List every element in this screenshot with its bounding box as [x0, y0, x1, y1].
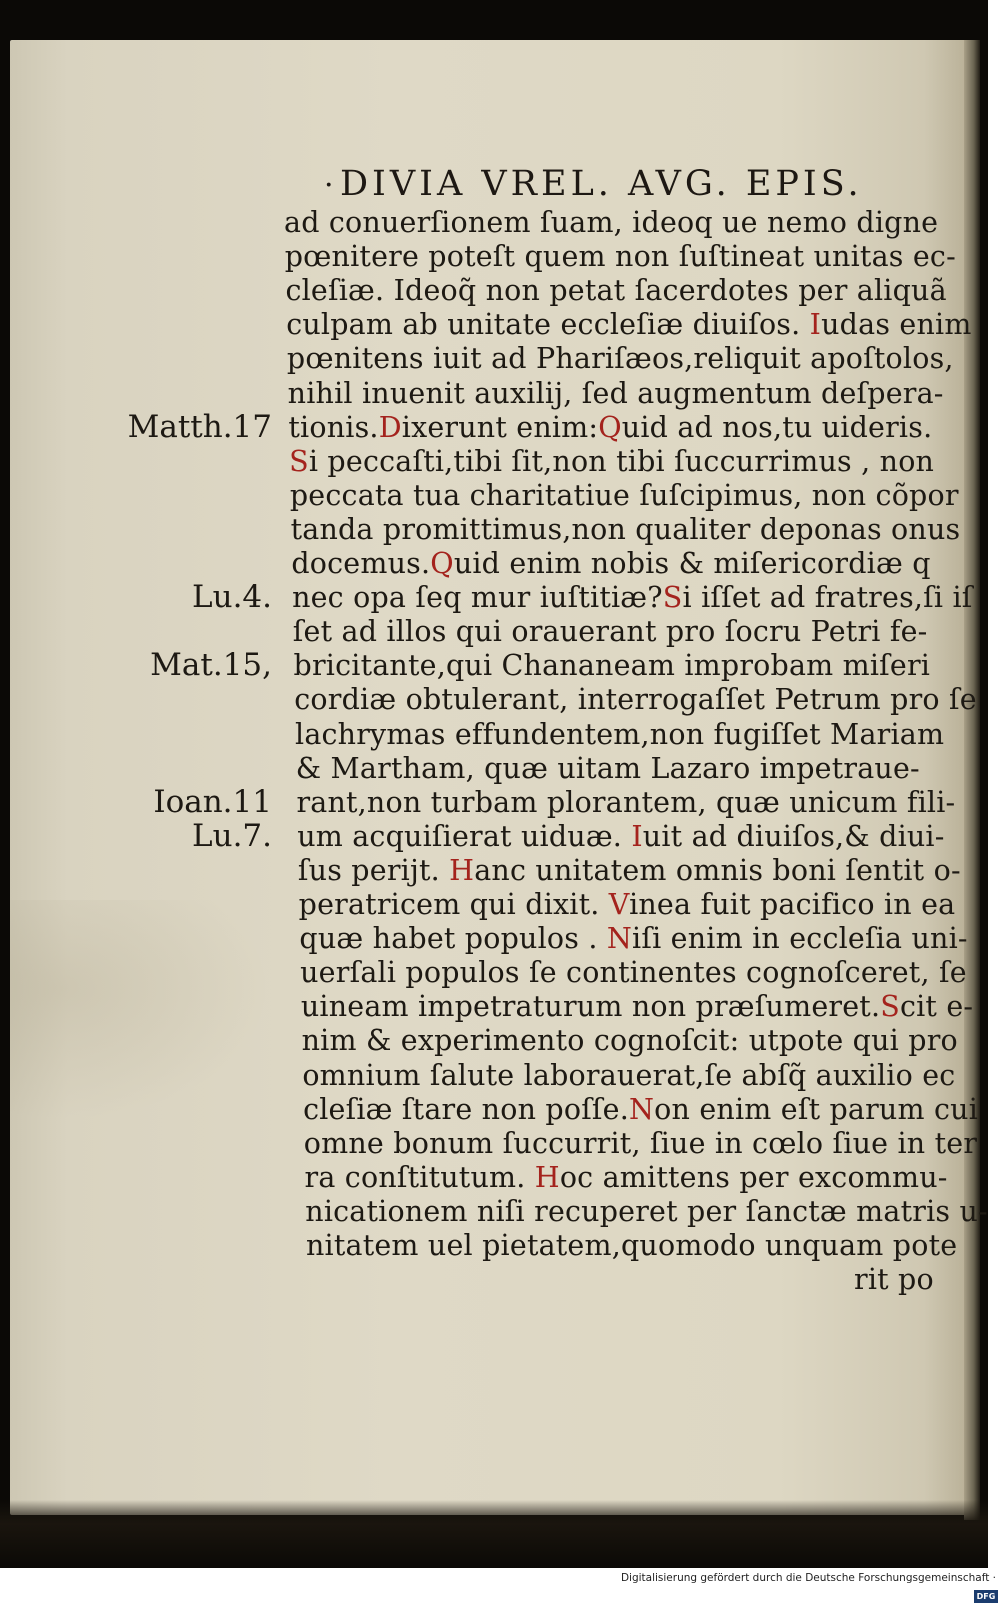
- text-segment: docemus.: [291, 547, 431, 580]
- rubricated-initial: D: [378, 410, 402, 444]
- rubricated-initial: S: [880, 990, 900, 1024]
- rubricated-initial: N: [606, 922, 633, 956]
- text-segment: tanda promittimus,non qualiter deponas onus: [290, 512, 961, 546]
- text-segment: nicationem niſi recuperet per ſanctæ matris u-: [305, 1194, 988, 1228]
- text-line: [287, 342, 954, 376]
- bottom-shadow: [0, 1500, 988, 1568]
- text-segment: um acquiſierat uiduæ.: [297, 819, 632, 853]
- text-line: [296, 752, 920, 786]
- text-line: [289, 445, 934, 479]
- text-segment: pœnitere poteſt quem non ſuſtineat unitas ec-: [284, 240, 956, 274]
- text-segment: ſet ad illos qui orauerant pro ſocru Petri fe-: [292, 615, 928, 649]
- rubricated-initial: N: [629, 1092, 655, 1126]
- text-segment: uid enim nobis & miſericordiæ q: [453, 547, 931, 580]
- text-line: [299, 922, 967, 956]
- text-segment: tionis.: [288, 410, 379, 444]
- margin-note: Mat.15,: [150, 647, 272, 684]
- text-line: [285, 240, 956, 274]
- text-segment: oc amittens per excommu-: [559, 1160, 948, 1194]
- text-segment: peratricem qui dixit.: [298, 888, 609, 921]
- text-line: [303, 1093, 978, 1127]
- footer: [600, 1569, 1000, 1601]
- text-line: [288, 411, 932, 445]
- rubricated-initial: H: [534, 1160, 560, 1194]
- text-line: [294, 683, 977, 717]
- rubricated-initial: Q: [430, 547, 454, 580]
- text-line: [295, 718, 944, 752]
- dfg-logo-icon: DFG: [974, 1590, 998, 1603]
- text-segment: nim & experimento cognoſcit: utpote qui pro: [301, 1024, 958, 1058]
- rubricated-initial: H: [449, 853, 475, 887]
- text-line: [302, 1059, 955, 1093]
- text-segment: anc unitatem omnis boni ſentit o-: [474, 853, 961, 887]
- text-line: [284, 206, 938, 240]
- text-line: [301, 990, 973, 1024]
- margin-note: Lu.4.: [192, 579, 272, 616]
- text-segment: & Martham, quæ uitam Lazaro impetraue-: [295, 751, 920, 785]
- text-line: [300, 956, 967, 990]
- text-segment: uid ad nos,tu uideris.: [621, 410, 933, 444]
- text-segment: lachrymas effundentem,non fugiſſet Mariam: [295, 717, 945, 751]
- text-segment: nitatem uel pietatem,quomodo unquam pote: [306, 1229, 958, 1262]
- rubricated-initial: I: [631, 819, 643, 853]
- text-line: [292, 581, 972, 615]
- margin-note: Ioan.11: [153, 783, 272, 820]
- text-segment: iſi enim in eccleſia uni-: [632, 922, 968, 956]
- text-line: [286, 308, 971, 342]
- footer-credit: Digitalisierung gefördert durch die Deutsche Forschungsgemeinschaft ·: [620, 1572, 996, 1584]
- text-segment: cleſiæ ſtare non poſſe.: [303, 1092, 630, 1126]
- text-line: [290, 479, 959, 513]
- text-line: [288, 377, 944, 411]
- text-segment: udas enim: [821, 308, 972, 342]
- text-line: [305, 1161, 948, 1195]
- text-segment: bricitante,qui Chananeam improbam miſeri: [293, 649, 931, 683]
- running-header: DIVIA VREL. AVG. EPIS.: [340, 164, 863, 204]
- text-line: [304, 1127, 977, 1161]
- text-segment: uit ad diuiſos,& diui-: [642, 819, 945, 853]
- text-line: [299, 888, 956, 922]
- text-line: [297, 820, 944, 854]
- text-segment: i peccaſti,tibi ſit,non tibi ſuccurrimus , non: [308, 444, 935, 478]
- text-segment: omne bonum ſuccurrit, ſiue in cœlo ſiue in ter: [303, 1126, 978, 1160]
- rubricated-initial: V: [608, 888, 630, 921]
- text-segment: quæ habet populos .: [299, 922, 607, 956]
- text-segment: peccata tua charitatiue ſuſcipimus, non cõpor: [289, 478, 959, 512]
- text-segment: ad conuerſionem ſuam, ideoq ue nemo digne: [284, 206, 939, 239]
- text-segment: cit e-: [899, 990, 974, 1024]
- text-line: [291, 547, 930, 581]
- rubricated-initial: I: [809, 308, 822, 342]
- text-segment: inea fuit pacifico in ea: [629, 888, 956, 921]
- paper-stain: [10, 900, 270, 1120]
- text-segment: ſus perijt.: [297, 853, 450, 887]
- text-line: [291, 513, 961, 547]
- rubricated-initial: S: [662, 581, 683, 615]
- margin-note: Lu.7.: [192, 817, 272, 854]
- text-line: [293, 615, 928, 649]
- header-dot: ·: [324, 168, 334, 203]
- text-segment: i iſſet ad fratres,ſi iſ: [682, 581, 973, 615]
- text-segment: pœnitens iuit ad Phariſæos,reliquit apoſtolos,: [286, 342, 954, 376]
- text-line: [285, 274, 946, 308]
- text-line: [305, 1195, 988, 1229]
- text-segment: on enim eſt parum cui: [654, 1092, 979, 1126]
- text-line: [296, 786, 955, 820]
- text-line: [294, 649, 931, 683]
- page-edge: [964, 40, 980, 1520]
- text-line: [298, 854, 961, 888]
- text-segment: rant,non turbam plorantem, quæ unicum fili-: [296, 785, 956, 819]
- text-segment: uerſali populos ſe continentes cognoſceret, ſe: [300, 956, 967, 990]
- rubricated-initial: S: [289, 444, 309, 478]
- rubricated-initial: Q: [598, 410, 622, 444]
- text-line: [302, 1024, 958, 1058]
- text-segment: ixerunt enim:: [401, 410, 599, 444]
- text-segment: cleſiæ. Ideoq̃ non petat ſacerdotes per aliquã: [285, 274, 947, 308]
- text-segment: omnium ſalute laborauerat,ſe abſq̃ auxilio ec: [302, 1058, 956, 1092]
- text-line: [306, 1229, 957, 1263]
- text-segment: nec opa ſeq mur iuſtitiæ?: [292, 581, 663, 615]
- text-segment: ra conſtitutum.: [304, 1160, 535, 1194]
- text-segment: nihil inuenit auxilij, ſed augmentum deſpera-: [287, 376, 944, 410]
- margin-note: Matth.17: [127, 408, 272, 445]
- text-segment: culpam ab unitate eccleſiæ diuiſos.: [286, 308, 810, 342]
- text-segment: uineam impetraturum non præſumeret.: [300, 990, 881, 1024]
- text-segment: cordiæ obtulerant, interrogaſſet Petrum pro ſe: [294, 683, 977, 717]
- catchword: rit po: [854, 1263, 934, 1297]
